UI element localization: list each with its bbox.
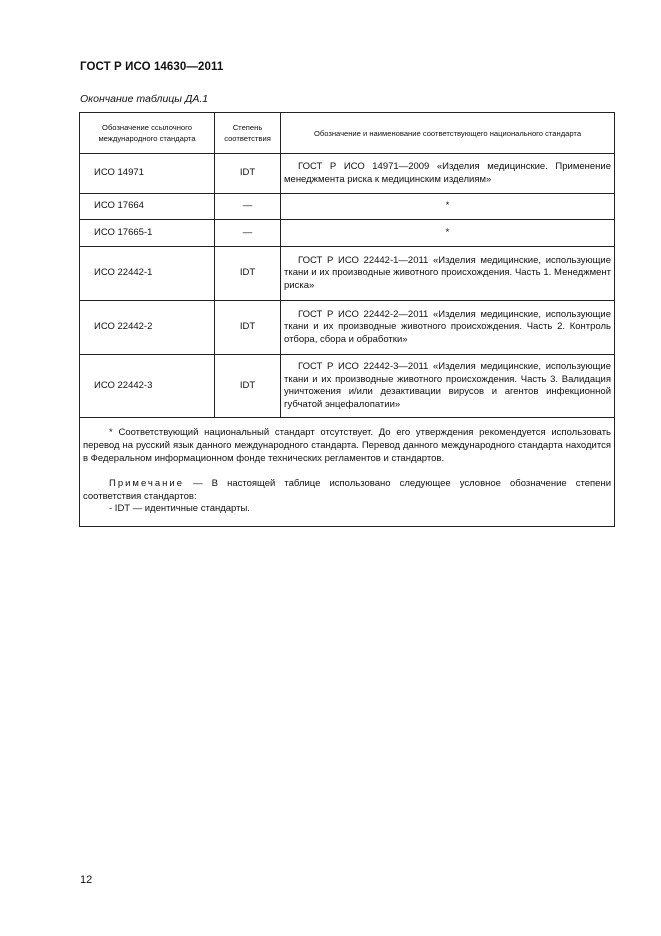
row-code: ИСО 17665-1 (80, 220, 215, 247)
table-notes-row (80, 418, 615, 527)
table-note (83, 478, 611, 503)
table-row (80, 220, 615, 247)
table-row (80, 301, 615, 355)
document-code: ГОСТ Р ИСО 14630—2011 (80, 61, 224, 73)
table-row (80, 247, 615, 301)
row-degree: IDT (215, 154, 281, 194)
table-caption: Окончание таблицы ДА.1 (80, 93, 209, 105)
row-code: ИСО 14971 (80, 154, 215, 194)
row-national-standard: ГОСТ Р ИСО 22442-2—2011 «Изделия медицинские, использующие ткани и их производные животного происхождения. Часть 2. Контроль отбора, сбора и обработки» (281, 301, 615, 355)
row-code: ИСО 22442-3 (80, 355, 215, 418)
column-header-degree: Степень соответствия (215, 113, 281, 154)
table-row (80, 194, 615, 220)
row-national-standard: * (281, 220, 615, 247)
table-row (80, 355, 615, 418)
row-national-standard: ГОСТ Р ИСО 22442-1—2011 «Изделия медицинские, использующие ткани и их производные животного происхождения. Часть 1. Менеджмент риска» (281, 247, 615, 301)
table-row (80, 154, 615, 194)
note-label: Примечание (109, 478, 184, 490)
note-item: - IDT — идентичные стандарты. (109, 503, 250, 515)
table-notes (80, 418, 615, 527)
table-footnote: * Соответствующий национальный стандарт отсутствует. До его утверждения рекомендуется использовать перевод на русский язык данного международного стандарта. Перевод данного международного стандарта находится в Федеральном информационном фонде технических регламентов и стандартов. (83, 427, 611, 464)
row-code: ИСО 22442-1 (80, 247, 215, 301)
page-number: 12 (80, 874, 93, 886)
row-degree: — (215, 194, 281, 220)
column-header-national: Обозначение и наименование соответствующего национального стандарта (281, 113, 615, 154)
row-national-standard: ГОСТ Р ИСО 22442-3—2011 «Изделия медицинские, использующие ткани и их производные животного происхождения. Часть 3. Валидация уничтожения и/или дезактивации вирусов и агентов инфекционной губчатой энцефалопатии» (281, 355, 615, 418)
row-degree: IDT (215, 355, 281, 418)
row-national-standard: * (281, 194, 615, 220)
row-degree: IDT (215, 301, 281, 355)
column-header-international: Обозначение ссылочного международного стандарта (80, 113, 215, 154)
note-text: — В настоящей таблице использовано следующее условное обозначение степени соответствия стандартов: (83, 478, 611, 502)
row-code: ИСО 17664 (80, 194, 215, 220)
row-national-standard: ГОСТ Р ИСО 14971—2009 «Изделия медицинские. Применение менеджмента риска к медицинским изделиям» (281, 154, 615, 194)
row-degree: IDT (215, 247, 281, 301)
correspondence-table (79, 112, 615, 527)
row-code: ИСО 22442-2 (80, 301, 215, 355)
row-degree: — (215, 220, 281, 247)
